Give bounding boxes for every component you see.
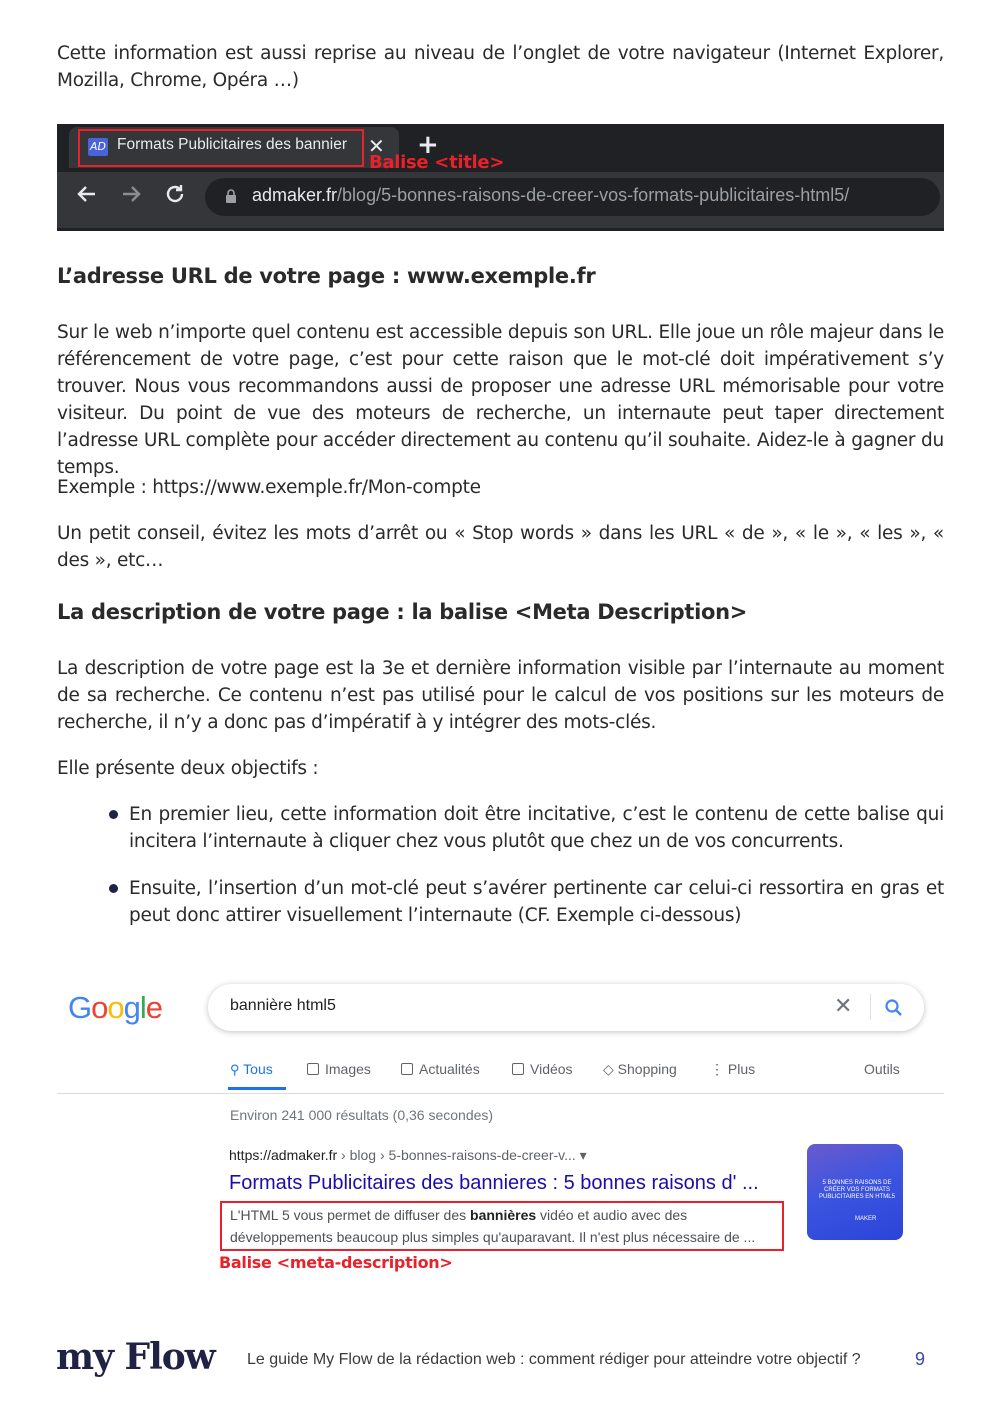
- news-icon: [401, 1063, 413, 1075]
- google-logo-letter: G: [68, 990, 92, 1025]
- result-stats: Environ 241 000 résultats (0,36 secondes): [230, 1107, 494, 1123]
- video-icon: [512, 1063, 524, 1075]
- new-tab-icon: +: [417, 130, 439, 160]
- tab-images[interactable]: Images: [307, 1061, 371, 1077]
- active-tab-indicator: [228, 1087, 286, 1090]
- result-cite[interactable]: https://admaker.fr › blog › 5-bonnes-raisons-de-creer-v... ▾: [229, 1147, 587, 1163]
- myflow-logo: my Flow: [56, 1336, 215, 1378]
- title-highlight-box: [78, 129, 364, 167]
- url-tip: Un petit conseil, évitez les mots d’arrêt ou « Stop words » dans les URL « de », « le », « les », « des », etc…: [57, 523, 944, 571]
- tag-icon: ◇: [603, 1061, 618, 1077]
- bullet-icon: [109, 884, 118, 893]
- tab-news[interactable]: Actualités: [401, 1061, 480, 1077]
- clear-icon[interactable]: ✕: [834, 994, 853, 1019]
- browser-url: admaker.fr/blog/5-bonnes-raisons-de-creer-vos-formats-publicitaires-html5/: [252, 185, 850, 205]
- browser-tab-title: Formats Publicitaires des bannier: [117, 136, 348, 153]
- objectives-intro: Elle présente deux objectifs :: [57, 758, 319, 779]
- thumbnail-text: 5 BONNES RAISONS DE CRÉER VOS FORMATS PUBLICITAIRES EN HTML5: [819, 1180, 895, 1200]
- google-logo-letter: e: [145, 990, 163, 1025]
- title-annotation: Balise <title>: [369, 152, 505, 173]
- more-vert-icon: ⋮: [710, 1061, 728, 1077]
- google-logo: [68, 990, 162, 1026]
- favicon-icon: AD: [88, 138, 108, 156]
- lock-icon: [225, 188, 237, 202]
- tab-shopping[interactable]: ◇ Shopping: [603, 1061, 677, 1077]
- search-divider: [870, 994, 871, 1020]
- bullet-icon: [109, 810, 118, 819]
- close-icon: ✕: [368, 134, 385, 158]
- result-snippet: L'HTML 5 vous permet de diffuser des bannières vidéo et audio avec des développements beaucoup plus simples qu'auparavant. Il n'est plus nécessaire de ...: [230, 1207, 756, 1245]
- result-thumbnail[interactable]: [807, 1144, 903, 1240]
- google-logo-letter: o: [91, 990, 108, 1025]
- intro-paragraph: Cette information est aussi reprise au niveau de l’onglet de votre navigateur (Internet Explorer, Mozilla, Chrome, Opéra …): [57, 43, 944, 91]
- back-arrow-icon: [75, 182, 99, 212]
- section-meta-heading: La description de votre page : la balise <Meta Description>: [57, 600, 748, 624]
- search-icon[interactable]: [884, 998, 904, 1022]
- bullet-item: Ensuite, l’insertion d’un mot-clé peut s’avérer pertinente car celui-ci ressortira en gras et peut donc attirer visuellement l’internaute (CF. Exemple ci-dessous): [129, 878, 944, 926]
- search-icon: ⚲: [230, 1062, 240, 1077]
- bullet-item: En premier lieu, cette information doit être incitative, c’est le contenu de cette balise qui incitera l’internaute à cliquer chez vous plutôt que chez un de vos concurrents.: [129, 804, 944, 852]
- image-icon: [307, 1063, 319, 1075]
- google-logo-letter: l: [139, 990, 146, 1025]
- page-number: 9: [915, 1349, 926, 1369]
- divider: [57, 1093, 944, 1094]
- meta-highlight-box: [220, 1201, 784, 1251]
- section-url-heading: L’adresse URL de votre page : www.exemple.fr: [57, 264, 596, 288]
- url-example: Exemple : https://www.exemple.fr/Mon-compte: [57, 477, 481, 498]
- thumbnail-brand: MAKER: [855, 1216, 877, 1222]
- tab-more[interactable]: ⋮ Plus: [710, 1061, 756, 1077]
- footer-text: Le guide My Flow de la rédaction web : comment rédiger pour atteindre votre objectif ?: [247, 1351, 861, 1368]
- search-query: bannière html5: [230, 997, 336, 1014]
- tab-all[interactable]: ⚲ Tous: [230, 1061, 273, 1077]
- section-meta-paragraph: La description de votre page est la 3e et dernière information visible par l’internaute au moment de sa recherche. Ce contenu n’est pas utilisé pour le calcul de vos positions sur les moteurs de recherche, il n’y a donc pas d’impératif à y intégrer des mots-clés.: [57, 658, 944, 733]
- forward-arrow-icon: [119, 182, 143, 212]
- tools-button[interactable]: Outils: [864, 1061, 900, 1077]
- section-url-paragraph: Sur le web n’importe quel contenu est accessible depuis son URL. Elle joue un rôle majeur dans le référencement de votre page, c’est pour cette raison que le mot-clé doit impérativement s’y trouver. Nous vous recommandons aussi de proposer une adresse URL mémorisable pour votre visiteur. Du point de vue des moteurs de recherche, un internaute peut taper directement l’adresse URL complète pour accéder directement au contenu qu’il souhaite. Aidez-le à gagner du temps.: [57, 322, 944, 478]
- result-title-link[interactable]: Formats Publicitaires des bannieres : 5 bonnes raisons d' ...: [229, 1172, 759, 1194]
- meta-annotation: Balise <meta-description>: [219, 1253, 453, 1272]
- reload-icon: [163, 182, 187, 212]
- google-logo-letter: g: [123, 990, 140, 1025]
- google-logo-letter: o: [107, 990, 124, 1025]
- browser-screenshot: [57, 124, 944, 231]
- tab-videos[interactable]: Vidéos: [512, 1061, 573, 1077]
